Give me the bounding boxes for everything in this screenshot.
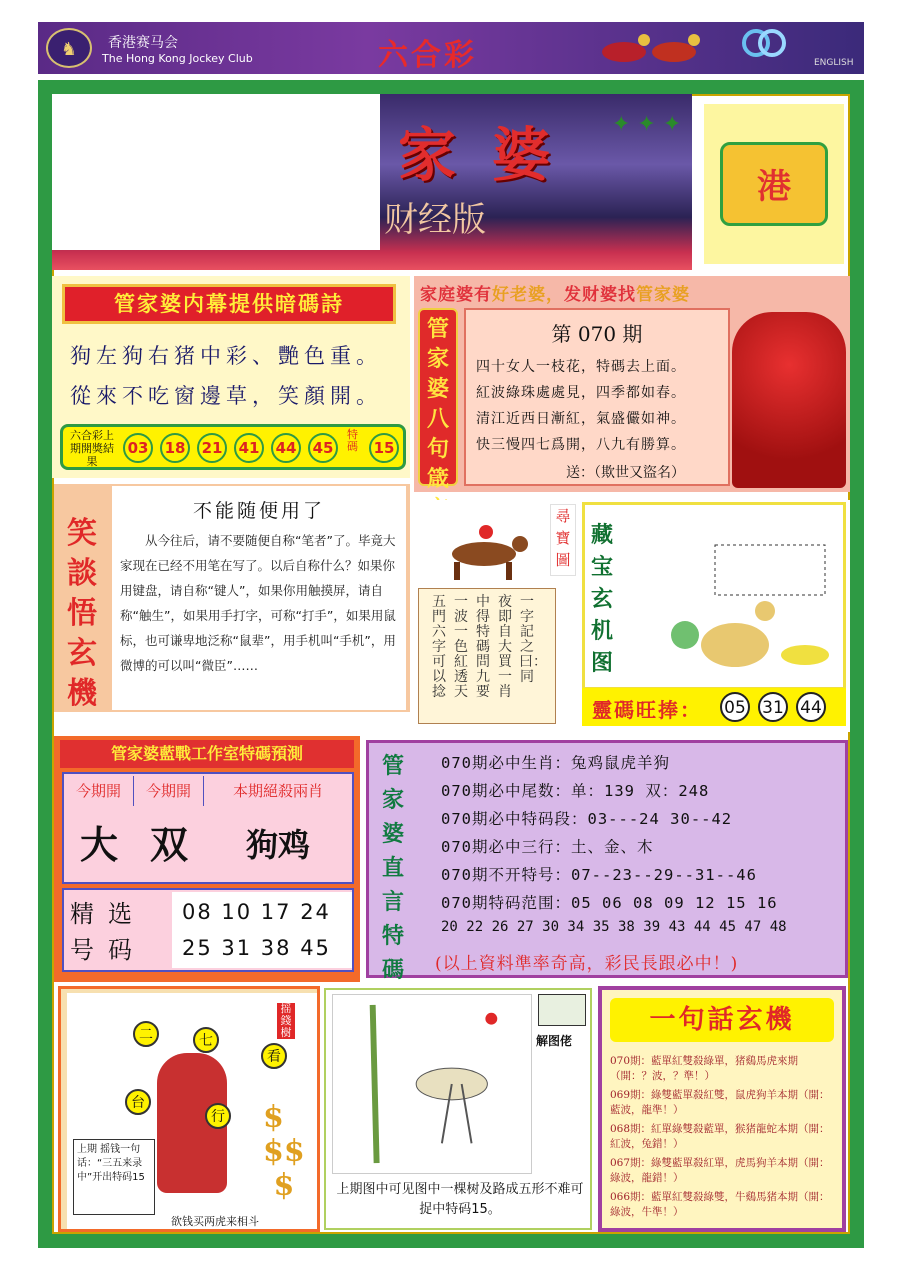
- tree-tag: 摇錢樹: [277, 1003, 295, 1039]
- one-line: 067期：綠雙藍單殺紅單，虎馬狗羊本期（開：綠波，龍錯！）: [610, 1157, 830, 1184]
- tree-ball: 七: [193, 1027, 219, 1053]
- hunt-vertical-title: 藏宝玄机图: [590, 522, 613, 676]
- money-tree-box: [67, 993, 317, 1229]
- pick-label: 精选号码: [70, 900, 146, 964]
- tree-ball: 台: [125, 1089, 151, 1115]
- tree-note: 上期 摇钱一句话：“三五来录中”开出特码15: [73, 1139, 155, 1215]
- tree-ball: 行: [205, 1103, 231, 1129]
- eight-signature: 送：（欺世又盜名）: [566, 465, 685, 481]
- result-ball: 44: [271, 433, 301, 463]
- joke-title: 不能随便用了: [192, 500, 325, 522]
- direct-tips-section: [366, 740, 848, 983]
- one-sentence-section: [598, 986, 846, 1232]
- header-part-c: 发财婆找: [564, 285, 636, 305]
- club-name-en: The Hong Kong Jockey Club: [102, 52, 253, 65]
- treasure-hunt-section: [414, 500, 850, 732]
- money-icon: $ $$ $: [263, 1100, 305, 1203]
- mark-six-title: 六合彩: [378, 38, 477, 73]
- hkjc-logo-icon[interactable]: ♞: [46, 28, 92, 68]
- crane-section: [324, 988, 592, 1230]
- poem-line-1: 狗左狗右猪中彩、艷色重。: [70, 344, 382, 368]
- pred-value: 狗鸡: [245, 826, 310, 864]
- eight-sentence-section: [414, 276, 850, 492]
- banner-title: 家婆: [398, 121, 587, 189]
- pick-numbers-box: [172, 892, 352, 968]
- language-logo-icon[interactable]: [734, 28, 794, 58]
- pred-header: 本期絕殺兩肖: [232, 782, 323, 800]
- duck-illustration: [625, 525, 835, 685]
- crane-illustration: [332, 994, 532, 1174]
- result-ball: 21: [197, 433, 227, 463]
- lucky-ball: 05: [720, 692, 750, 722]
- crane-label: 解图佬: [536, 1034, 573, 1048]
- result-ball: 03: [123, 433, 153, 463]
- pred-header: 今期開: [64, 776, 134, 806]
- money-tree-section: [58, 986, 320, 1232]
- crane-caption: 上期图中可见图中一棵树及路成五形不难可捉中特码15。: [336, 1182, 584, 1217]
- blank-block: [52, 94, 380, 250]
- prediction-table: [62, 772, 354, 884]
- top-bar: [38, 22, 864, 74]
- scroll-column: 五門六字可以捻: [432, 594, 446, 700]
- picked-numbers: [62, 888, 354, 972]
- scroll-column: 中得特碼問九要: [476, 594, 490, 700]
- tip-line: 070期特码范围：05 06 08 09 12 15 16: [441, 894, 778, 912]
- tips-vertical-title: 管家婆直言特碼: [381, 753, 404, 983]
- scroll-column: 一波一色紅透天: [454, 594, 468, 700]
- pred-header: 今期開: [134, 776, 204, 806]
- tip-line: 070期不开特号：07--23--29--31--46: [441, 866, 757, 884]
- poem-line-2: 從來不吃窗邊草，笑顏開。: [70, 384, 382, 408]
- one-line: 066期：藍單紅雙殺綠雙，牛鷄馬猪本期（開：綠波，牛準！）: [610, 1191, 830, 1218]
- lucky-numbers: [582, 688, 846, 726]
- english-link[interactable]: ENGLISH: [814, 58, 854, 68]
- tree-caption: 欲钱买两虎来相斗: [171, 1215, 259, 1228]
- joke-vertical-title: 笑談悟玄機: [67, 516, 97, 711]
- one-line: 068期：紅單綠雙殺藍單，猴猪龍蛇本期（開：紅波，兔錯！）: [610, 1123, 830, 1150]
- tree-ball: 看: [261, 1043, 287, 1069]
- pick-row: 08 10 17 24: [182, 900, 331, 924]
- eight-vertical-title: 管家婆八句箴: [418, 308, 458, 486]
- lantern-panel: [704, 104, 844, 264]
- pred-value: 双: [149, 823, 188, 867]
- eight-box: [464, 308, 730, 486]
- pred-value: 大: [79, 823, 118, 867]
- last-results: [60, 424, 406, 470]
- joke-section: [54, 484, 410, 712]
- tip-line: 070期必中三行：土、金、木: [441, 838, 654, 856]
- banner-subtitle: 财经版: [384, 200, 486, 240]
- poem-title: 管家婆内幕提供暗碼詩: [62, 284, 396, 324]
- one-sentence-title: 一句話玄機: [610, 998, 834, 1042]
- prediction-title: 管家婆藍戰工作室特碼預測: [60, 740, 354, 768]
- eight-header: [414, 280, 850, 306]
- riddle-scroll: [418, 588, 556, 724]
- header-part-a: 家庭婆有: [420, 285, 492, 305]
- scroll-column: 夜即自大買一肖: [498, 594, 512, 700]
- special-label: 特碼: [347, 428, 358, 453]
- issue-number: 第 070 期: [551, 322, 643, 346]
- lucky-label: 靈碼旺捧：: [592, 698, 702, 722]
- bride-image: [732, 312, 846, 488]
- results-label: 六合彩上期開獎結果: [70, 429, 114, 468]
- result-ball: 45: [308, 433, 338, 463]
- tree-ball: 二: [133, 1021, 159, 1047]
- lucky-ball: 44: [796, 692, 826, 722]
- eight-line: 清江近西日漸紅，氣盛儼如神。: [476, 411, 686, 427]
- lantern-icon: [720, 142, 828, 226]
- hunt-label: 尋寶圖: [550, 504, 576, 576]
- header-part-b: 好老婆，: [492, 285, 564, 305]
- lantern-char: 港: [757, 167, 791, 207]
- tip-line: 070期必中特码段：03---24 30--42: [441, 810, 733, 828]
- joke-body: 从今往后，请不要随便自称“笔者”了。毕竟大家现在已经不用笔在写了。以后自称什么？如果你用键盘，请自称“键人”，如果你用触摸屏，请自称“触生”，如果用手打字，可称“打手”，如果用鼠标，也可谦卑地泛称“鼠辈”，用手机叫“手机”，用微博的可以叫“微臣”……: [120, 533, 396, 673]
- one-line: 069期：綠雙藍單殺紅雙，鼠虎狗羊本期（開：藍波，龍準！）: [610, 1089, 830, 1116]
- eight-line: 紅波綠珠處處見，四季都如春。: [476, 385, 686, 401]
- poem-section: [52, 276, 410, 478]
- scroll-column: 一字記之曰：同: [519, 594, 547, 685]
- jockey-horse-icon: [434, 514, 534, 584]
- lucky-ball: 31: [758, 692, 788, 722]
- eight-line: 快三慢四七爲開，八九有勝算。: [476, 437, 686, 453]
- header-part-d: 管家婆: [636, 285, 690, 305]
- stars-icon: ✦ ✦ ✦: [612, 112, 682, 137]
- result-ball: 18: [160, 433, 190, 463]
- tips-footer: (以上資料準率奇高，彩民長跟必中！): [435, 954, 739, 974]
- pick-row: 25 31 38 45: [182, 936, 331, 960]
- prediction-section: [54, 736, 360, 982]
- eight-line: 四十女人一枝花，特碼去上面。: [476, 359, 686, 375]
- one-line: 070期：藍單紅雙殺綠單，猪鷄馬虎來期（開：？波，？準！）: [610, 1055, 799, 1082]
- racing-horses-icon: [594, 26, 714, 70]
- duck-picture: [582, 502, 846, 690]
- tip-line: 20 22 26 27 30 34 35 38 39 43 44 45 47 48: [441, 919, 787, 935]
- joke-box: [112, 486, 406, 710]
- club-name-cn: 香港赛马会: [108, 35, 178, 51]
- special-ball: 15: [369, 433, 399, 463]
- interpretation-icon: [538, 994, 586, 1026]
- tip-line: 070期必中生肖：兔鸡鼠虎羊狗: [441, 754, 670, 772]
- result-ball: 41: [234, 433, 264, 463]
- tip-line: 070期必中尾数：单：139 双：248: [441, 782, 710, 800]
